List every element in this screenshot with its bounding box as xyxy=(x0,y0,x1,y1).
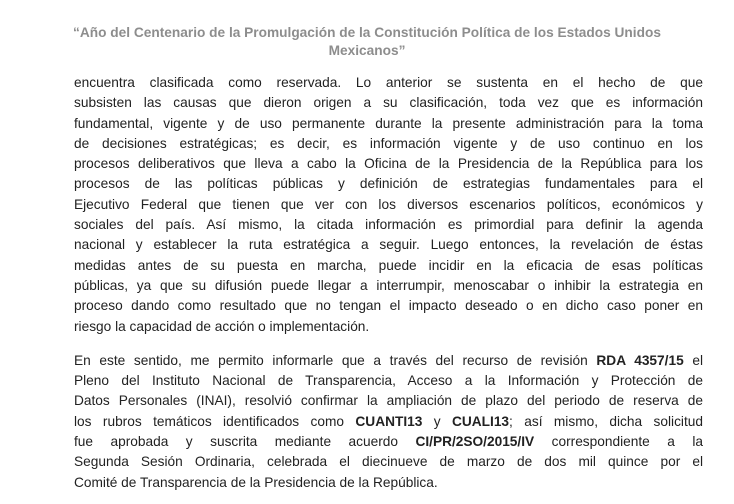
text-line: riesgo la capacidad de acción o implementación. xyxy=(74,318,370,334)
text-line: públicas, ya que su difusión puede llegar a interrumpir, menoscabar o inhibir la estrategia en xyxy=(74,277,703,293)
text-line: los rubros temáticos identificados como CUANTI13 y CUALI13; así mismo, dicha solicitud xyxy=(74,413,703,429)
text-line: nacional y establecer la ruta estratégica a seguir. Luego entonces, la revelación de éstas xyxy=(74,237,703,253)
header-line: Mexicanos” xyxy=(328,43,406,58)
text-line: fundamental, vigente y de uso permanente durante la presente administración para la toma xyxy=(74,115,703,131)
document-body xyxy=(74,73,703,493)
text-line: Comité de Transparencia de la Presidencia de la República. xyxy=(74,474,438,490)
text-line: fue aprobada y suscrita mediante acuerdo CI/PR/2SO/2015/IV correspondiente a la xyxy=(74,434,703,450)
text-line: proceso dando como resultado que no tengan el impacto deseado o en dicho caso poner en xyxy=(74,298,703,314)
text-line: procesos de las políticas públicas y definición de estrategias fundamentales para el xyxy=(74,176,703,192)
text-line: Ejecutivo Federal que tienen que ver con los diversos escenarios políticos, económicos y xyxy=(74,196,703,212)
document-header xyxy=(0,24,734,60)
text-line: procesos deliberativos que lleva a cabo la Oficina de la Presidencia de la República para los xyxy=(74,156,703,172)
text-line: medidas antes de su puesta en marcha, puede incidir en la eficacia de esas políticas xyxy=(74,257,703,273)
text-line: encuentra clasificada como reservada. Lo anterior se sustenta en el hecho de que xyxy=(74,75,703,90)
text-line: Datos Personales (INAI), resolvió confirmar la ampliación de plazo del periodo de reserva de xyxy=(74,393,703,409)
text-line: de decisiones estratégicas; es decir, es información vigente y de uso continuo en los xyxy=(74,135,703,151)
text-line: subsisten las causas que dieron origen a su clasificación, toda vez que es información xyxy=(74,95,703,111)
text-line: En este sentido, me permito informarle que a través del recurso de revisión RDA 4357/15 el xyxy=(74,352,703,368)
paragraph xyxy=(74,73,703,337)
text-line: Pleno del Instituto Nacional de Transparencia, Acceso a la Información y Protección de xyxy=(74,373,703,389)
text-line: Segunda Sesión Ordinaria, celebrada el diecinueve de marzo de dos mil quince por el xyxy=(74,454,703,470)
header-line: “Año del Centenario de la Promulgación de la Constitución Política de los Estados Unidos xyxy=(73,25,661,40)
paragraph xyxy=(74,351,703,493)
text-line: sociales del país. Así mismo, la citada información es primordial para definir la agenda xyxy=(74,217,703,233)
